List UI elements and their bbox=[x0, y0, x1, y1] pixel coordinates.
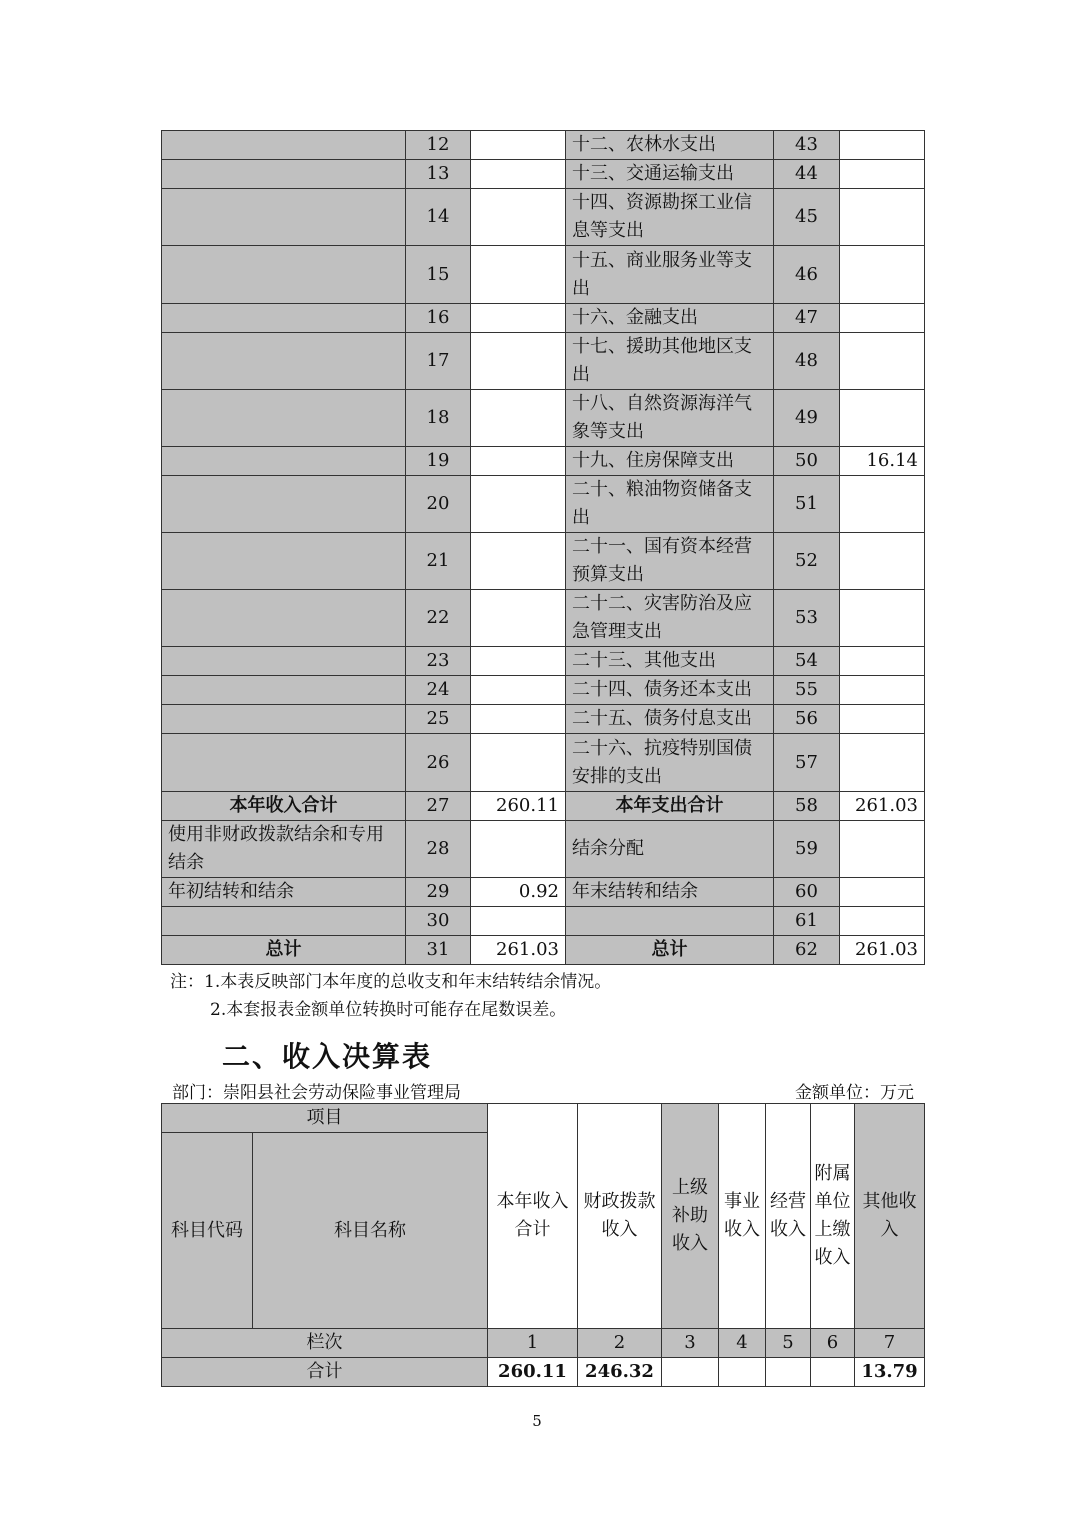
left-item-label bbox=[162, 705, 406, 734]
right-item-label: 结余分配 bbox=[566, 821, 774, 878]
right-item-label: 十六、金融支出 bbox=[566, 304, 774, 333]
table-row bbox=[162, 821, 925, 878]
header-subject-name: 科目名称 bbox=[253, 1133, 488, 1329]
table-row bbox=[162, 131, 925, 160]
left-row-number: 26 bbox=[406, 734, 471, 792]
left-amount bbox=[471, 189, 566, 246]
table-row bbox=[162, 878, 925, 907]
income-final-accounts-table bbox=[161, 1103, 925, 1387]
total-fiscal-value: 246.32 bbox=[578, 1358, 662, 1387]
left-amount bbox=[471, 131, 566, 160]
left-item-label bbox=[162, 447, 406, 476]
right-amount bbox=[840, 131, 925, 160]
department-label: 部门：崇阳县社会劳动保险事业管理局 bbox=[172, 1083, 461, 1103]
right-item-label: 十二、农林水支出 bbox=[566, 131, 774, 160]
left-item-label bbox=[162, 734, 406, 792]
lanci-4: 4 bbox=[719, 1329, 766, 1358]
left-row-number: 27 bbox=[406, 792, 471, 821]
right-amount bbox=[840, 647, 925, 676]
right-row-number: 52 bbox=[774, 533, 840, 590]
left-item-label bbox=[162, 676, 406, 705]
right-item-label: 总计 bbox=[566, 936, 774, 965]
section-title: 二、收入决算表 bbox=[222, 1040, 433, 1073]
right-amount bbox=[840, 676, 925, 705]
right-row-number: 59 bbox=[774, 821, 840, 878]
table-row bbox=[162, 792, 925, 821]
total-superior-value bbox=[662, 1358, 719, 1387]
left-amount bbox=[471, 734, 566, 792]
right-amount bbox=[840, 189, 925, 246]
left-row-number: 28 bbox=[406, 821, 471, 878]
lanci-7: 7 bbox=[855, 1329, 925, 1358]
right-amount bbox=[840, 878, 925, 907]
left-row-number: 30 bbox=[406, 907, 471, 936]
right-row-number: 55 bbox=[774, 676, 840, 705]
left-amount bbox=[471, 304, 566, 333]
left-row-number: 17 bbox=[406, 333, 471, 390]
table-row bbox=[162, 160, 925, 189]
table-row bbox=[162, 936, 925, 965]
right-row-number: 46 bbox=[774, 246, 840, 304]
left-row-number: 22 bbox=[406, 590, 471, 647]
right-row-number: 45 bbox=[774, 189, 840, 246]
left-row-number: 16 bbox=[406, 304, 471, 333]
right-amount: 16.14 bbox=[840, 447, 925, 476]
right-item-label: 十五、商业服务业等支出 bbox=[566, 246, 774, 304]
left-row-number: 20 bbox=[406, 476, 471, 533]
left-row-number: 25 bbox=[406, 705, 471, 734]
right-row-number: 56 bbox=[774, 705, 840, 734]
right-row-number: 53 bbox=[774, 590, 840, 647]
left-amount bbox=[471, 590, 566, 647]
table-row bbox=[162, 390, 925, 447]
income-expense-summary-table bbox=[161, 130, 925, 965]
right-amount bbox=[840, 734, 925, 792]
left-row-number: 31 bbox=[406, 936, 471, 965]
left-amount bbox=[471, 476, 566, 533]
right-amount bbox=[840, 705, 925, 734]
right-item-label: 十八、自然资源海洋气象等支出 bbox=[566, 390, 774, 447]
left-row-number: 14 bbox=[406, 189, 471, 246]
left-row-number: 21 bbox=[406, 533, 471, 590]
table-row bbox=[162, 705, 925, 734]
total-label: 合计 bbox=[162, 1358, 488, 1387]
left-item-label bbox=[162, 647, 406, 676]
right-row-number: 60 bbox=[774, 878, 840, 907]
left-amount bbox=[471, 390, 566, 447]
left-item-label bbox=[162, 907, 406, 936]
lanci-5: 5 bbox=[766, 1329, 811, 1358]
right-item-label: 二十四、债务还本支出 bbox=[566, 676, 774, 705]
left-amount bbox=[471, 533, 566, 590]
right-item-label: 十七、援助其他地区支出 bbox=[566, 333, 774, 390]
right-item-label: 二十、粮油物资储备支出 bbox=[566, 476, 774, 533]
left-amount bbox=[471, 676, 566, 705]
header-affiliated-income: 附属单位上缴收入 bbox=[811, 1104, 855, 1329]
total-income-value: 260.11 bbox=[488, 1358, 578, 1387]
right-row-number: 61 bbox=[774, 907, 840, 936]
table-row bbox=[162, 533, 925, 590]
right-item-label: 二十二、灾害防治及应急管理支出 bbox=[566, 590, 774, 647]
note-line-2: 2.本套报表金额单位转换时可能存在尾数误差。 bbox=[210, 1000, 567, 1020]
left-item-label bbox=[162, 189, 406, 246]
left-row-number: 24 bbox=[406, 676, 471, 705]
table-row bbox=[162, 246, 925, 304]
right-item-label: 本年支出合计 bbox=[566, 792, 774, 821]
note-line-1: 注：1.本表反映部门本年度的总收支和年末结转结余情况。 bbox=[170, 972, 612, 992]
right-amount bbox=[840, 907, 925, 936]
right-amount bbox=[840, 821, 925, 878]
right-item-label: 二十六、抗疫特别国债安排的支出 bbox=[566, 734, 774, 792]
table-notes bbox=[170, 968, 611, 1024]
right-amount bbox=[840, 533, 925, 590]
right-amount bbox=[840, 476, 925, 533]
left-item-label bbox=[162, 160, 406, 189]
left-row-number: 12 bbox=[406, 131, 471, 160]
left-item-label: 年初结转和结余 bbox=[162, 878, 406, 907]
right-item-label: 十四、资源勘探工业信息等支出 bbox=[566, 189, 774, 246]
right-row-number: 51 bbox=[774, 476, 840, 533]
left-amount bbox=[471, 447, 566, 476]
right-item-label bbox=[566, 907, 774, 936]
left-item-label bbox=[162, 533, 406, 590]
left-amount bbox=[471, 821, 566, 878]
amount-unit-label: 金额单位：万元 bbox=[795, 1083, 914, 1103]
left-amount bbox=[471, 705, 566, 734]
header-business-income: 事业收入 bbox=[719, 1104, 766, 1329]
left-row-number: 18 bbox=[406, 390, 471, 447]
total-other-value: 13.79 bbox=[855, 1358, 925, 1387]
right-row-number: 62 bbox=[774, 936, 840, 965]
right-amount: 261.03 bbox=[840, 792, 925, 821]
left-amount bbox=[471, 246, 566, 304]
right-item-label: 十九、住房保障支出 bbox=[566, 447, 774, 476]
left-row-number: 29 bbox=[406, 878, 471, 907]
lanci-1: 1 bbox=[488, 1329, 578, 1358]
lanci-2: 2 bbox=[578, 1329, 662, 1358]
header-superior-subsidy: 上级补助收入 bbox=[662, 1104, 719, 1329]
right-amount bbox=[840, 333, 925, 390]
right-row-number: 47 bbox=[774, 304, 840, 333]
left-item-label: 使用非财政拨款结余和专用结余 bbox=[162, 821, 406, 878]
left-item-label bbox=[162, 304, 406, 333]
left-item-label bbox=[162, 390, 406, 447]
left-item-label: 总计 bbox=[162, 936, 406, 965]
left-amount: 260.11 bbox=[471, 792, 566, 821]
left-amount bbox=[471, 160, 566, 189]
right-row-number: 48 bbox=[774, 333, 840, 390]
lanci-label: 栏次 bbox=[162, 1329, 488, 1358]
right-item-label: 年末结转和结余 bbox=[566, 878, 774, 907]
left-amount bbox=[471, 333, 566, 390]
left-item-label bbox=[162, 590, 406, 647]
total-affiliated-value bbox=[811, 1358, 855, 1387]
header-subject-code: 科目代码 bbox=[162, 1133, 253, 1329]
table-row bbox=[162, 734, 925, 792]
right-item-label: 二十一、国有资本经营预算支出 bbox=[566, 533, 774, 590]
left-item-label bbox=[162, 246, 406, 304]
table-row bbox=[162, 304, 925, 333]
left-item-label: 本年收入合计 bbox=[162, 792, 406, 821]
page-number: 5 bbox=[532, 1412, 542, 1430]
right-row-number: 58 bbox=[774, 792, 840, 821]
table-row bbox=[162, 647, 925, 676]
right-row-number: 54 bbox=[774, 647, 840, 676]
header-total-income: 本年收入合计 bbox=[488, 1104, 578, 1329]
lanci-6: 6 bbox=[811, 1329, 855, 1358]
right-item-label: 二十三、其他支出 bbox=[566, 647, 774, 676]
right-amount bbox=[840, 590, 925, 647]
table-row bbox=[162, 189, 925, 246]
right-item-label: 二十五、债务付息支出 bbox=[566, 705, 774, 734]
header-fiscal-income: 财政拨款收入 bbox=[578, 1104, 662, 1329]
lanci-3: 3 bbox=[662, 1329, 719, 1358]
right-row-number: 50 bbox=[774, 447, 840, 476]
left-row-number: 15 bbox=[406, 246, 471, 304]
table-row bbox=[162, 333, 925, 390]
left-item-label bbox=[162, 131, 406, 160]
table-row bbox=[162, 676, 925, 705]
left-amount bbox=[471, 907, 566, 936]
header-operating-income: 经营收入 bbox=[766, 1104, 811, 1329]
header-project: 项目 bbox=[162, 1104, 488, 1133]
right-amount: 261.03 bbox=[840, 936, 925, 965]
left-row-number: 23 bbox=[406, 647, 471, 676]
table-row bbox=[162, 476, 925, 533]
right-item-label: 十三、交通运输支出 bbox=[566, 160, 774, 189]
header-other-income: 其他收入 bbox=[855, 1104, 925, 1329]
right-amount bbox=[840, 390, 925, 447]
table-row bbox=[162, 907, 925, 936]
right-amount bbox=[840, 246, 925, 304]
right-row-number: 44 bbox=[774, 160, 840, 189]
right-amount bbox=[840, 160, 925, 189]
left-row-number: 19 bbox=[406, 447, 471, 476]
table-row bbox=[162, 447, 925, 476]
left-amount: 0.92 bbox=[471, 878, 566, 907]
total-business-value bbox=[719, 1358, 766, 1387]
right-amount bbox=[840, 304, 925, 333]
left-amount bbox=[471, 647, 566, 676]
left-item-label bbox=[162, 333, 406, 390]
left-item-label bbox=[162, 476, 406, 533]
right-row-number: 43 bbox=[774, 131, 840, 160]
left-amount: 261.03 bbox=[471, 936, 566, 965]
right-row-number: 49 bbox=[774, 390, 840, 447]
total-operating-value bbox=[766, 1358, 811, 1387]
table-row bbox=[162, 590, 925, 647]
right-row-number: 57 bbox=[774, 734, 840, 792]
left-row-number: 13 bbox=[406, 160, 471, 189]
